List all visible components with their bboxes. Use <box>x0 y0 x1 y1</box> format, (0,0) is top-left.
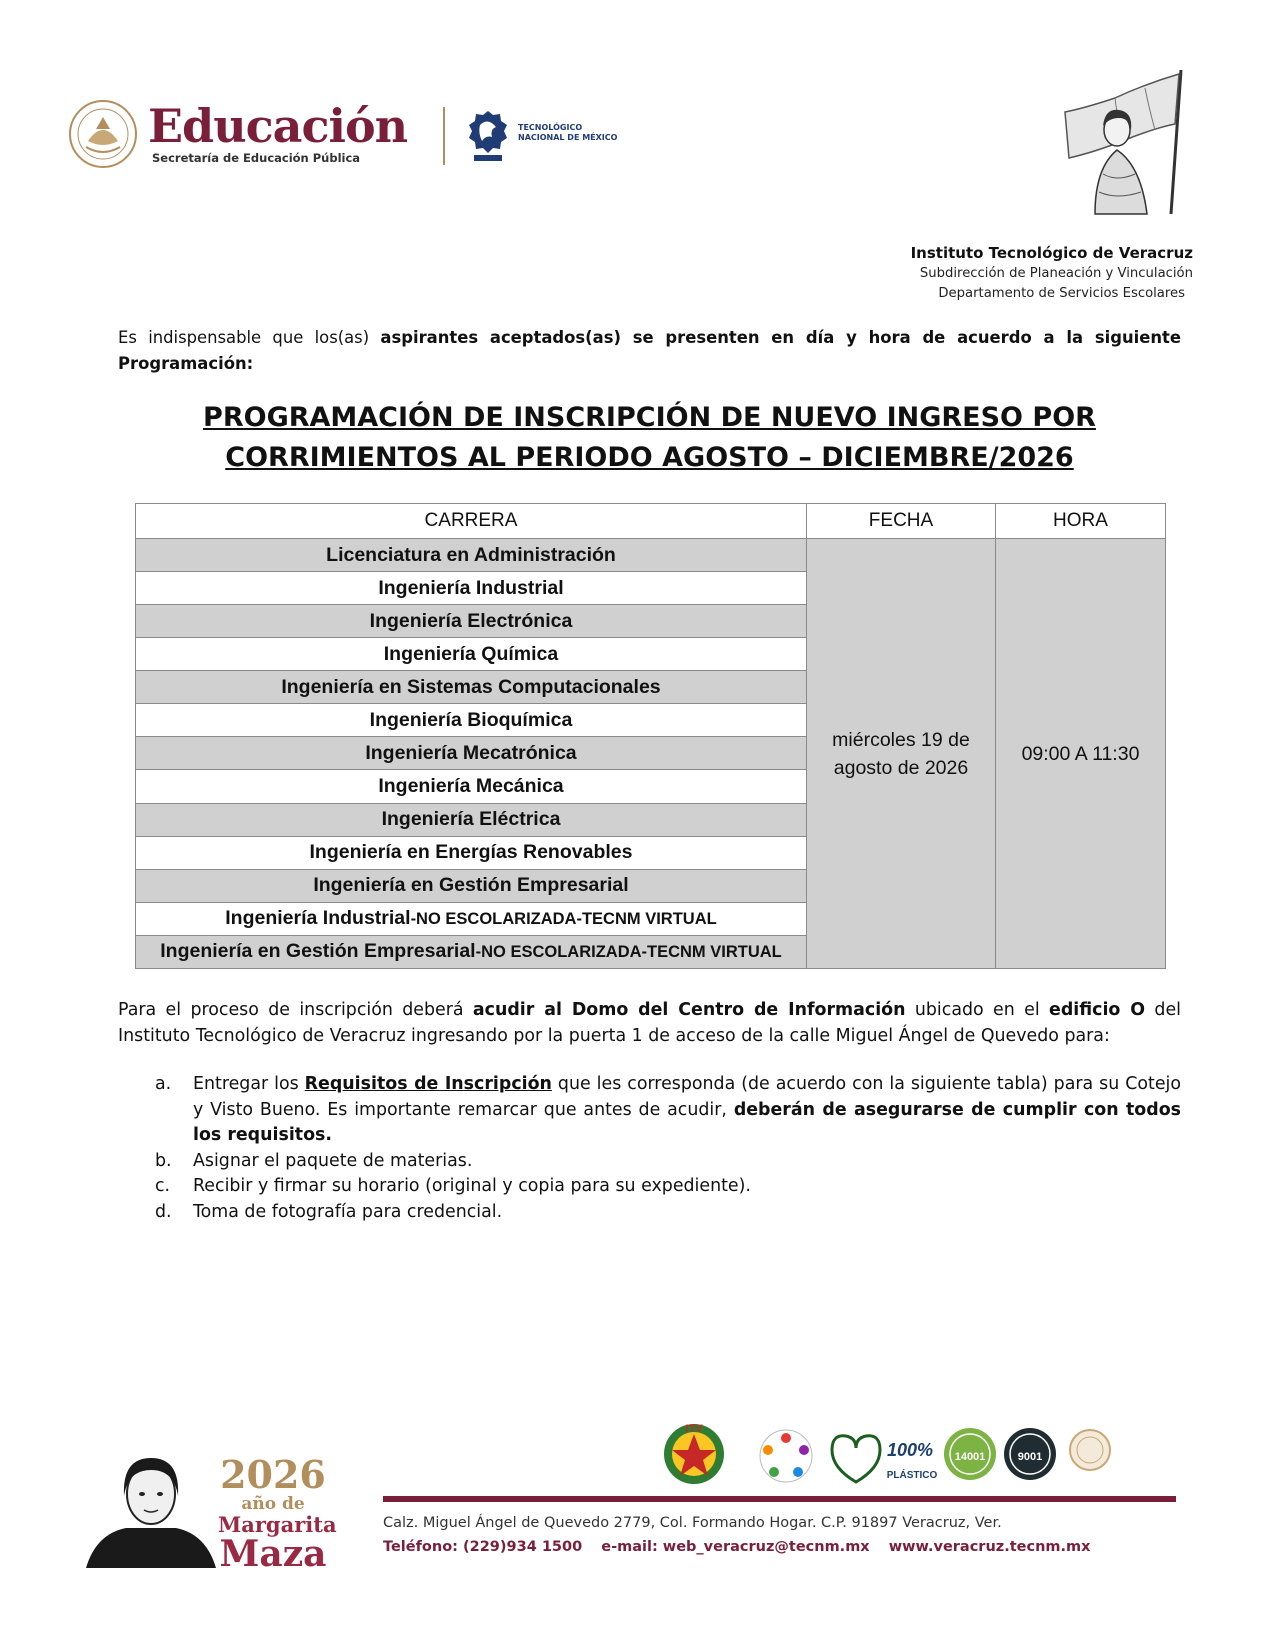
carrera-cell: Ingeniería Industrial <box>136 572 807 605</box>
title-line2: CORRIMIENTOS AL PERIODO AGOSTO – DICIEMBRE/2026 <box>225 442 1074 473</box>
carrera-cell-virtual <box>136 935 807 968</box>
footer-divider <box>383 1496 1176 1502</box>
mm-maza: Maza <box>219 1533 327 1575</box>
carrera-name: Ingeniería en Gestión Empresarial <box>160 940 476 963</box>
process-bold-location: acudir al Domo del Centro de Información <box>472 1000 906 1020</box>
espacio-libre-plastico-logo <box>832 1436 937 1482</box>
step-text: Recibir y firmar su horario (original y copia para su expediente). <box>193 1176 751 1196</box>
iso9001-label: 9001 <box>1017 1451 1043 1463</box>
departamento: Departamento de Servicios Escolares <box>938 286 1185 301</box>
carrera-cell: Ingeniería Mecánica <box>136 770 807 803</box>
iso14001-label: 14001 <box>954 1451 986 1463</box>
header-hora: HORA <box>996 504 1166 539</box>
iso-14001-badge <box>944 1428 996 1480</box>
margarita-maza-portrait <box>86 1448 216 1568</box>
intro-paragraph <box>118 325 1181 377</box>
mm-year: 2026 <box>220 1452 326 1497</box>
itv-label: ITV <box>685 1423 703 1435</box>
modalidad-suffix: -NO ESCOLARIZADA-TECNM VIRTUAL <box>410 910 717 929</box>
process-bold-building: edificio O <box>1049 1000 1146 1020</box>
tecnm-name <box>518 123 617 143</box>
mec-badge <box>1070 1430 1110 1470</box>
requisitos-link[interactable]: Requisitos de Inscripción <box>304 1074 552 1094</box>
carrera-name: Ingeniería Industrial <box>225 907 411 930</box>
carrera-cell-virtual <box>136 902 807 935</box>
certification-logos <box>660 1416 1160 1490</box>
process-text-2: ubicado en el <box>905 1000 1050 1020</box>
footer-contact <box>383 1539 1105 1555</box>
schedule-table <box>135 503 1166 969</box>
process-paragraph <box>118 997 1181 1049</box>
woman-with-flag-illustration <box>1055 68 1195 216</box>
step-text: Asignar el paquete de materias. <box>193 1150 473 1171</box>
header-carrera: CARRERA <box>136 504 807 539</box>
header-fecha: FECHA <box>807 504 996 539</box>
carrera-cell: Ingeniería en Gestión Empresarial <box>136 869 807 902</box>
itv-logo <box>664 1423 724 1484</box>
carrera-cell: Ingeniería Química <box>136 638 807 671</box>
mm-margarita: Margarita <box>218 1512 337 1537</box>
carrera-cell: Ingeniería en Energías Renovables <box>136 836 807 869</box>
step-bold: deberán de asegurarse de cumplir con todos los requisitos. <box>193 1099 1182 1145</box>
footer-telefono: Teléfono: (229)934 1500 <box>383 1539 583 1555</box>
table-header-row <box>136 504 1166 539</box>
steps-list <box>118 1072 1181 1225</box>
step-b <box>118 1149 1181 1175</box>
document-title <box>118 398 1181 478</box>
iso-9001-badge <box>1004 1428 1056 1480</box>
step-d <box>118 1200 1181 1226</box>
carrera-cell: Ingeniería Bioquímica <box>136 704 807 737</box>
mexico-seal-icon <box>68 99 138 169</box>
step-letter: a. <box>155 1074 172 1094</box>
logo-divider <box>443 107 445 165</box>
fecha-cell <box>807 539 996 969</box>
table-row <box>136 539 1166 572</box>
step-text: Entregar los <box>193 1074 305 1094</box>
subdireccion: Subdirección de Planeación y Vinculación <box>919 266 1193 281</box>
hora-cell: 09:00 A 11:30 <box>996 539 1166 969</box>
sep-tecnm-logo <box>68 99 618 171</box>
title-line1: PROGRAMACIÓN DE INSCRIPCIÓN DE NUEVO INGRESO POR <box>203 402 1096 433</box>
process-text-3: del Instituto Tecnológico de Veracruz ingresando por la puerta 1 de acceso de la calle Miguel Ángel de Quevedo para: <box>118 1000 1181 1046</box>
step-c <box>118 1174 1181 1200</box>
margarita-maza-year-logo <box>218 1452 337 1575</box>
step-text: que les corresponda (de acuerdo con la siguiente tabla) para su Cotejo y Visto Bueno. Es importante remarcar que antes de acudir, <box>193 1074 1181 1120</box>
institution-block <box>773 242 1193 304</box>
footer-email[interactable]: e-mail: web_veracruz@tecnm.mx <box>601 1539 870 1555</box>
intro-text: Es indispensable que los(as) <box>118 328 381 347</box>
fecha-line1: miércoles 19 de <box>832 728 970 751</box>
tecnm-gear-icon <box>466 107 510 165</box>
sep-subtitle: Secretaría de Educación Pública <box>152 151 361 165</box>
carrera-cell: Ingeniería Electrónica <box>136 605 807 638</box>
step-letter: c. <box>155 1176 171 1196</box>
footer-website[interactable]: www.veracruz.tecnm.mx <box>888 1539 1091 1555</box>
step-text: Toma de fotografía para credencial. <box>193 1201 503 1222</box>
institution-name: Instituto Tecnológico de Veracruz <box>910 244 1193 262</box>
footer-address: Calz. Miguel Ángel de Quevedo 2779, Col. Formando Hogar. C.P. 91897 Veracruz, Ver. <box>383 1515 1002 1531</box>
plastico-label: PLÁSTICO <box>886 1470 938 1481</box>
tecnm-line2: NACIONAL DE MÉXICO <box>518 133 618 142</box>
sep-title: Educación <box>148 99 408 153</box>
step-letter: b. <box>155 1150 172 1171</box>
carrera-cell: Ingeniería en Sistemas Computacionales <box>136 671 807 704</box>
carrera-cell: Licenciatura en Administración <box>136 539 807 572</box>
process-text-1: Para el proceso de inscripción deberá <box>118 1000 473 1020</box>
mm-ano: año de <box>241 1494 305 1514</box>
modalidad-suffix: -NO ESCOLARIZADA-TECNM VIRTUAL <box>475 943 782 962</box>
igualdad-laboral-logo <box>760 1430 812 1482</box>
tecnm-line1: TECNOLÓGICO <box>518 123 583 132</box>
step-a <box>118 1072 1181 1149</box>
step-letter: d. <box>155 1201 172 1222</box>
plastico-100: 100% <box>886 1440 934 1460</box>
carrera-cell: Ingeniería Mecatrónica <box>136 737 807 770</box>
fecha-line2: agosto de 2026 <box>833 756 969 779</box>
carrera-cell: Ingeniería Eléctrica <box>136 803 807 836</box>
intro-bold: aspirantes aceptados(as) se presenten en día y hora de acuerdo a la siguiente Programación: <box>118 328 1181 373</box>
